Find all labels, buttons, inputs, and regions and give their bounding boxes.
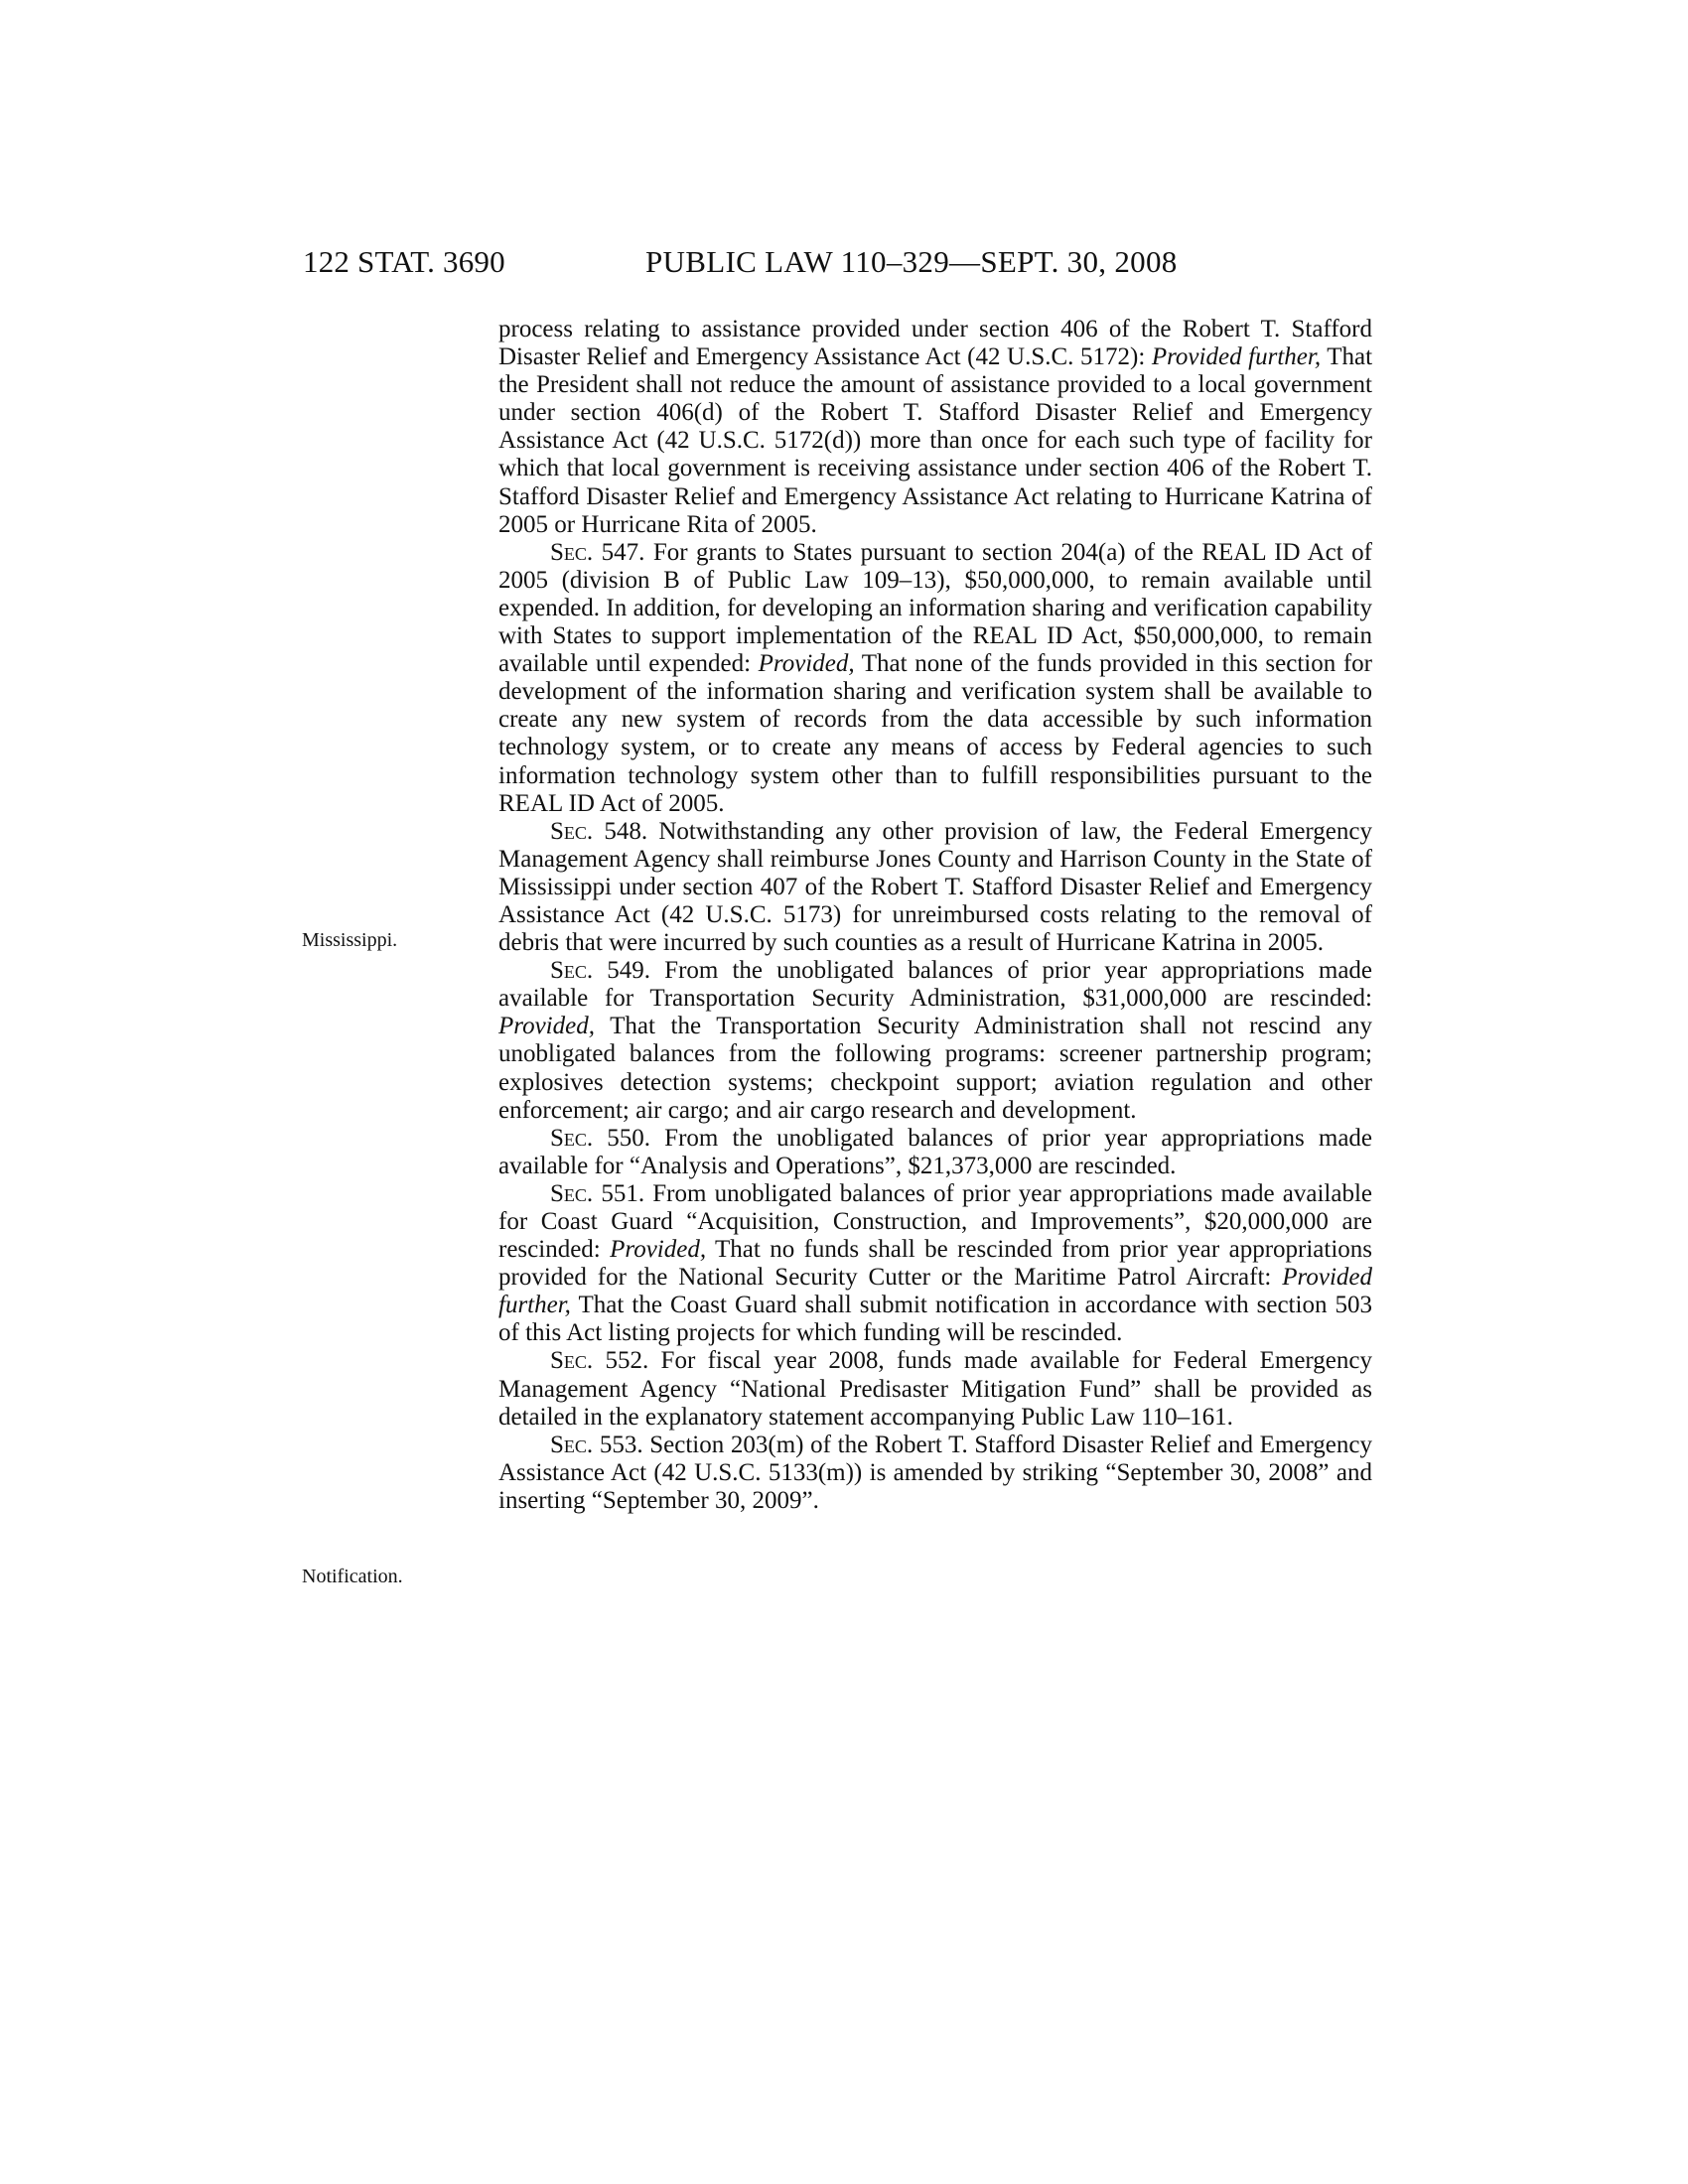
section-label: Sec. 553.	[550, 1431, 643, 1458]
section-label: Sec. 547.	[550, 538, 645, 566]
page-header	[0, 244, 1688, 284]
margin-note-mississippi: Mississippi.	[302, 929, 398, 951]
section-553: Sec. 553. Section 203(m) of the Robert T. Stafford Disaster Relief and Emergency Assistance Act (42 U.S.C. 5133(m)) is amended by striking “September 30, 2008” and inserting “September 30, 2009”.	[498, 1431, 1372, 1514]
section-label: Sec. 549.	[550, 957, 651, 985]
document-body	[498, 316, 1372, 1515]
section-549: Sec. 549. From the unobligated balances of prior year appropriations made available for Transportation Security Administration, $31,000,000 are rescinded: Provided, That the Transportation Security Administration shall not rescind any unobligated balances from the following programs: screener partnership program; explosives detection systems; checkpoint support; aviation regulation and other enforcement; air cargo; and air cargo research and development.	[498, 957, 1373, 1124]
section-551: Sec. 551. From unobligated balances of prior year appropriations made available for Coast Guard “Acquisition, Construction, and Improvements”, $20,000,000 are rescinded: Provided, That no funds shall be rescinded from prior year appropriations provided for the National Security Cutter or the Maritime Patrol Aircraft: Provided further, That the Coast Guard shall submit notification in accordance with section 503 of this Act listing projects for which funding will be rescinded.	[498, 1179, 1373, 1347]
stat-reference: 122 STAT. 3690	[303, 244, 505, 279]
margin-note-notification: Notification.	[302, 1566, 403, 1587]
section-label: Sec. 552.	[550, 1347, 649, 1375]
section-label: Sec. 548.	[550, 817, 648, 845]
section-550: Sec. 550. From the unobligated balances of prior year appropriations made available for “Analysis and Operations”, $21,373,000 are rescinded.	[498, 1124, 1373, 1179]
section-label: Sec. 550.	[550, 1124, 651, 1152]
section-552: Sec. 552. For fiscal year 2008, funds made available for Federal Emergency Management Agency “National Predisaster Mitigation Fund” shall be provided as detailed in the explanatory statement accompanying Public Law 110–161.	[498, 1347, 1373, 1431]
section-label: Sec. 551.	[550, 1179, 645, 1207]
paragraph-continuation: process relating to assistance provided under section 406 of the Robert T. Stafford Disaster Relief and Emergency Assistance Act (42 U.S.C. 5172): Provided further, That the President shall not reduce the amount of assistance provided to a local government under section 406(d) of the Robert T. Stafford Disaster Relief and Emergency Assistance Act (42 U.S.C. 5172(d)) more than once for each such type of facility for which that local government is receiving assistance under section 406 of the Robert T. Stafford Disaster Relief and Emergency Assistance Act relating to Hurricane Katrina of 2005 or Hurricane Rita of 2005.	[498, 316, 1373, 538]
law-title: PUBLIC LAW 110–329—SEPT. 30, 2008	[645, 244, 1178, 279]
section-547: Sec. 547. For grants to States pursuant to section 204(a) of the REAL ID Act of 2005 (division B of Public Law 109–13), $50,000,000, to remain available until expended. In addition, for developing an information sharing and verification capability with States to support implementation of the REAL ID Act, $50,000,000, to remain available until expended: Provided, That none of the funds provided in this section for development of the information sharing and verification system shall be available to create any new system of records from the data accessible by such information technology system, or to create any means of access by Federal agencies to such information technology system other than to fulfill responsibilities pursuant to the REAL ID Act of 2005.	[498, 538, 1373, 817]
section-548: Sec. 548. Notwithstanding any other provision of law, the Federal Emergency Management Agency shall reimburse Jones County and Harrison County in the State of Mississippi under section 407 of the Robert T. Stafford Disaster Relief and Emergency Assistance Act (42 U.S.C. 5173) for unreimbursed costs relating to the removal of debris that were incurred by such counties as a result of Hurricane Katrina in 2005.	[498, 817, 1372, 957]
